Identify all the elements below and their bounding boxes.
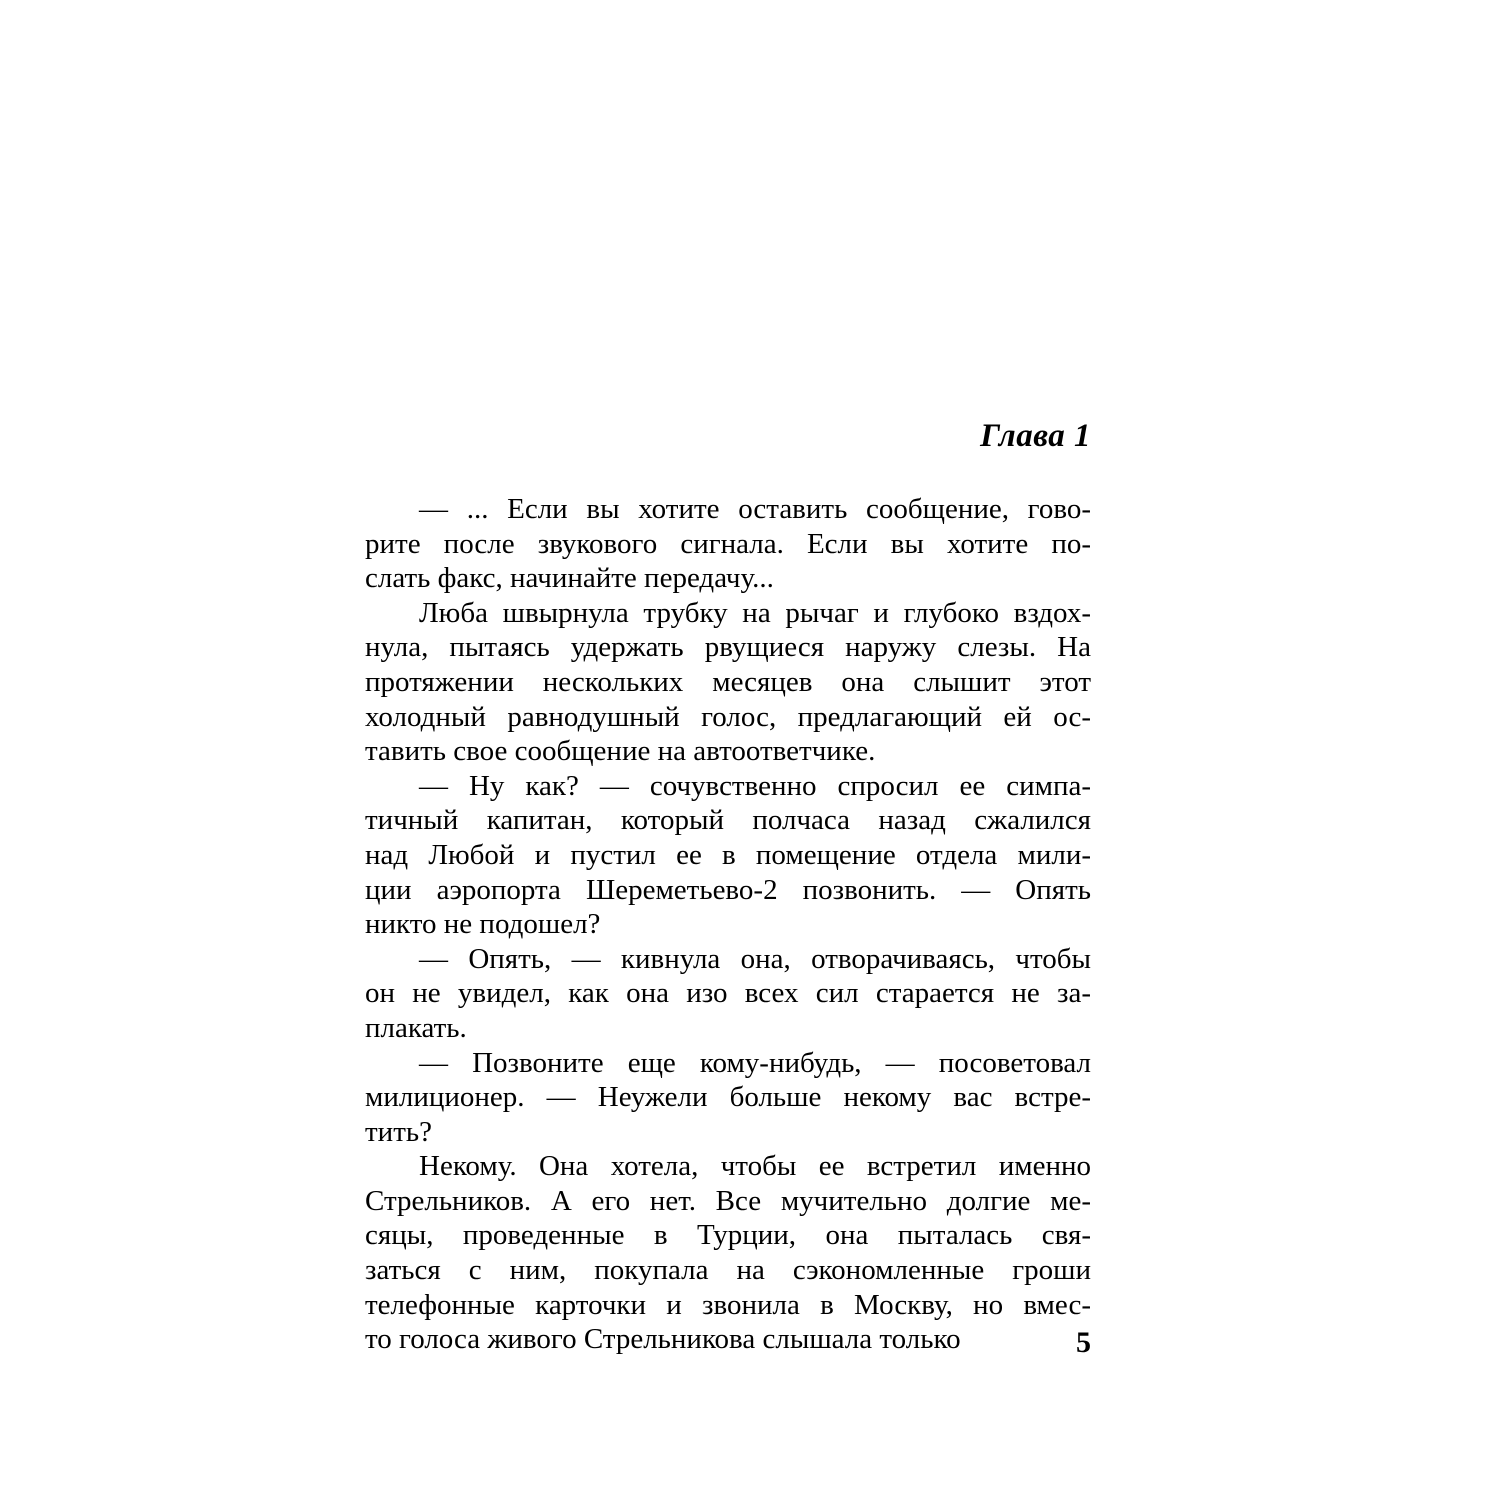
text-line: заться с ним, покупала на сэкономленные гроши	[365, 1254, 1091, 1287]
text-line: Люба швырнула трубку на рычаг и глубоко вздох-	[419, 596, 1091, 629]
body-text	[365, 492, 1091, 1357]
text-line: слать факс, начинайте передачу...	[365, 562, 774, 595]
text-line: никто не подошел?	[365, 908, 601, 941]
text-line: ции аэропорта Шереметьево-2 позвонить. — Опять	[365, 873, 1091, 906]
text-line: тавить свое сообщение на автоответчике.	[365, 735, 876, 768]
paragraph	[365, 596, 1091, 769]
text-line: — Ну как? — сочувственно спросил ее симпа-	[419, 769, 1091, 802]
text-line: рите после звукового сигнала. Если вы хотите по-	[365, 527, 1091, 560]
paragraph	[365, 942, 1091, 1046]
text-line: телефонные карточки и звонила в Москву, но вмес-	[365, 1288, 1091, 1321]
text-line: — Опять, — кивнула она, отворачиваясь, чтобы	[419, 942, 1091, 975]
text-line: то голоса живого Стрельникова слышала только	[365, 1323, 961, 1356]
text-line: нула, пытаясь удержать рвущиеся наружу слезы. На	[365, 631, 1091, 664]
text-line: милиционер. — Неужели больше некому вас встре-	[365, 1081, 1091, 1114]
paragraph	[365, 492, 1091, 596]
text-line: тичный капитан, который полчаса назад сжалился	[365, 804, 1091, 837]
text-line: холодный равнодушный голос, предлагающий ей ос-	[365, 700, 1091, 733]
text-line: сяцы, проведенные в Турции, она пыталась свя-	[365, 1219, 1091, 1252]
page-number: 5	[1076, 1326, 1091, 1359]
text-line: над Любой и пустил ее в помещение отдела мили-	[365, 838, 1091, 871]
text-line: Стрельников. А его нет. Все мучительно долгие ме-	[365, 1184, 1091, 1217]
chapter-heading: Глава 1	[980, 418, 1091, 454]
text-line: тить?	[365, 1115, 432, 1148]
paragraph	[365, 1046, 1091, 1150]
paragraph	[365, 769, 1091, 942]
text-line: он не увидел, как она изо всех сил старается не за-	[365, 977, 1091, 1010]
text-line: плакать.	[365, 1011, 467, 1044]
text-line: протяжении нескольких месяцев она слышит этот	[365, 665, 1091, 698]
text-line: — Позвоните еще кому-нибудь, — посоветовал	[419, 1046, 1091, 1079]
text-line: Некому. Она хотела, чтобы ее встретил именно	[419, 1150, 1091, 1183]
text-line: — ... Если вы хотите оставить сообщение, гово-	[419, 493, 1091, 525]
